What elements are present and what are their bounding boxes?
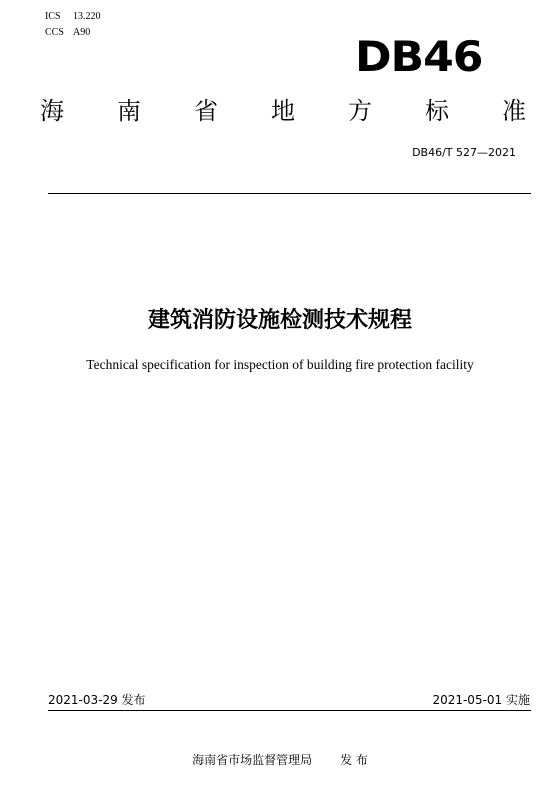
standard-type-char: 标 (425, 97, 449, 125)
standard-type-char: 省 (194, 97, 218, 125)
standard-type-char: 地 (271, 97, 295, 125)
standard-type-char: 准 (502, 97, 526, 125)
title-chinese: 建筑消防设施检测技术规程 (147, 308, 412, 333)
release-date: 2021-03-29 发布 (48, 693, 146, 707)
publisher-line (0, 752, 560, 768)
effective-date: 2021-05-01 实施 (432, 693, 530, 707)
standard-number: DB46/T 527—2021 (412, 146, 516, 159)
ics-label: ICS (45, 11, 61, 22)
classification-codes (45, 11, 101, 39)
publisher-org: 海南省市场监督管理局 (192, 753, 313, 767)
standard-type-char: 南 (117, 97, 141, 125)
title-english: Technical specification for inspection of building fire protection facility (86, 357, 474, 372)
standard-type-char: 海 (40, 97, 64, 125)
ics-code (45, 11, 101, 23)
ccs-label: CCS (45, 27, 64, 38)
publisher-action: 发 布 (340, 753, 368, 767)
standard-type-heading (40, 96, 526, 126)
top-divider (48, 193, 531, 194)
ccs-value: A90 (73, 27, 91, 38)
standard-type-char: 方 (348, 97, 372, 125)
db-logo: DB46 (355, 32, 483, 81)
bottom-divider (48, 710, 531, 711)
ccs-code (45, 27, 101, 39)
ics-value: 13.220 (73, 11, 101, 22)
